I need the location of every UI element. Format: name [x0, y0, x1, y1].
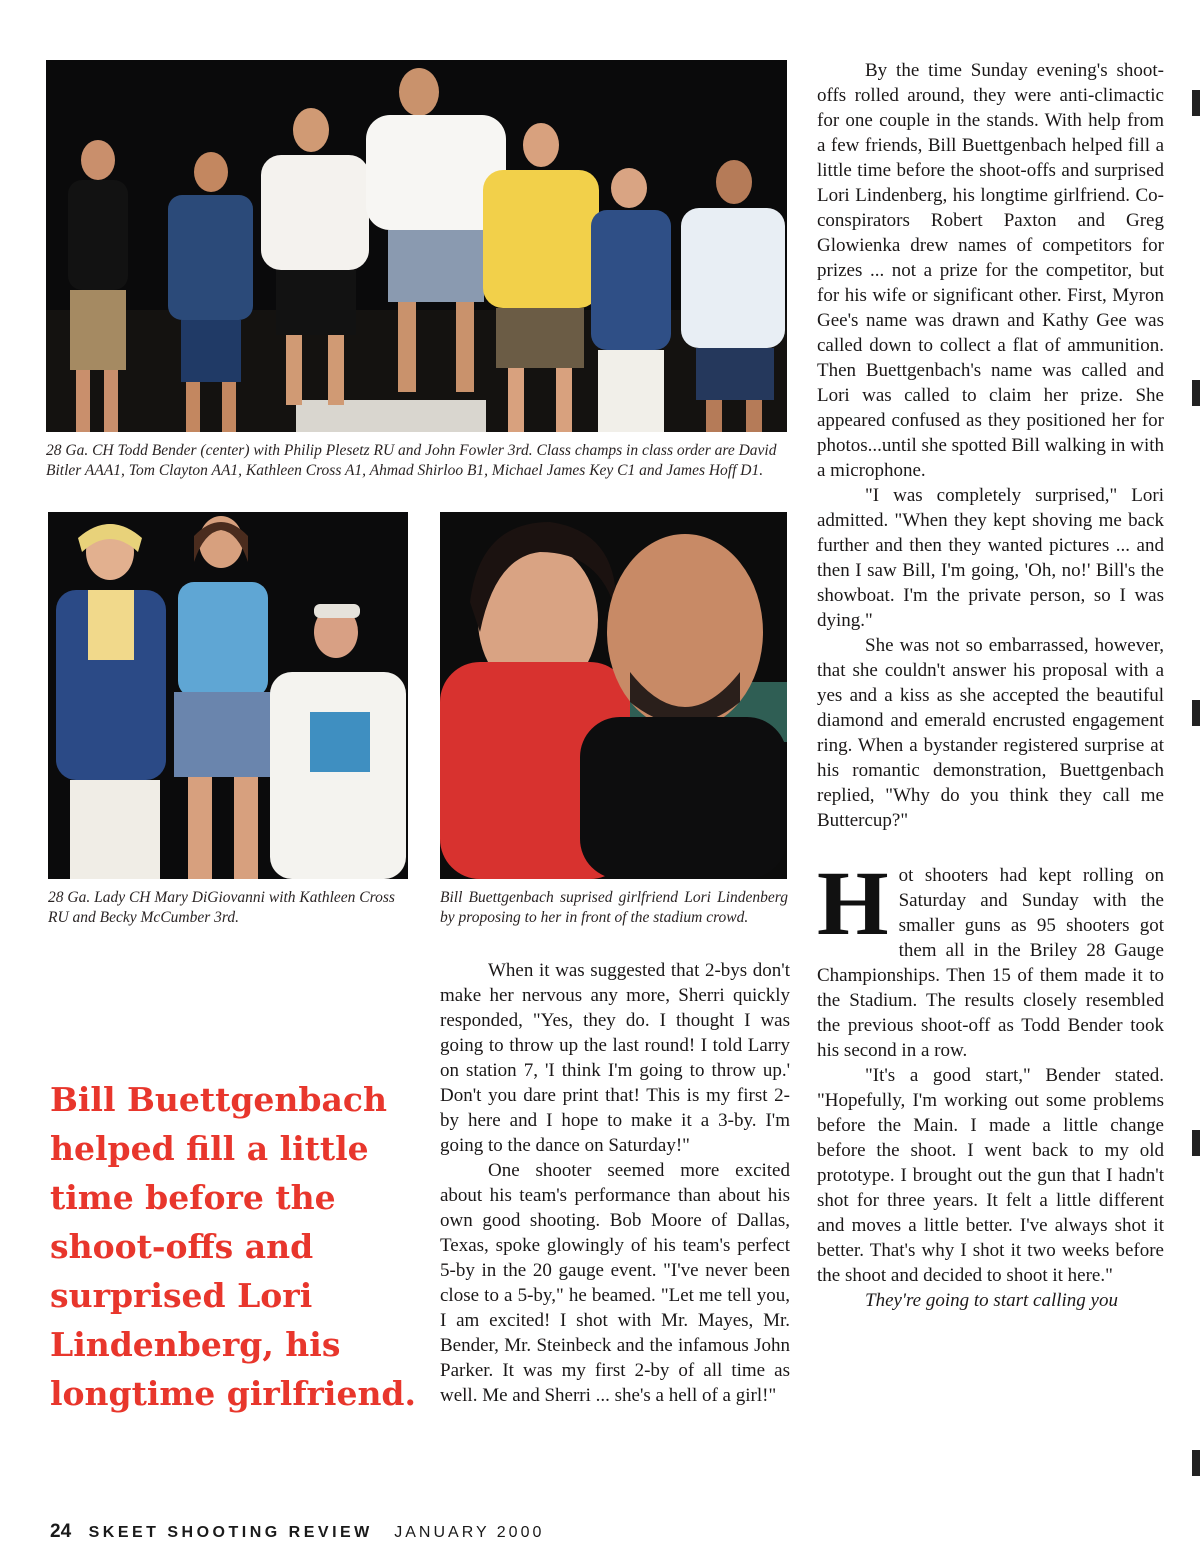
podium-photo	[46, 60, 787, 432]
couple-photo-image	[440, 512, 787, 879]
pull-quote: Bill Buettgenbach helped fill a little time before the shoot-offs and surprised Lori Lindenberg, his longtime girlfriend.	[50, 1080, 416, 1413]
section2-paragraph	[817, 852, 1164, 1063]
edge-mark	[1192, 1450, 1200, 1476]
page-number: 24	[50, 1521, 72, 1542]
podium-photo-caption: 28 Ga. CH Todd Bender (center) with Philip Plesetz RU and John Fowler 3rd. Class champs in class order are David Bitler AAA1, Tom Clayton AA1, Kathleen Cross A1, Ahmad Shirloo B1, Michael James Key C1 and James Hoff D1.	[46, 442, 777, 479]
right-paragraph: By the time Sunday evening's shoot-offs rolled around, they were anti-climactic for one couple in the stands. With help from a few friends, Bill Buettgenbach helped fill a little time before the shoot-offs and surprised Lori Lindenberg, his longtime girlfriend. Co-conspirators Robert Paxton and Greg Glowienka drew names of competitors for prizes ... not a prize for the competitor, but for his wife or significant other. First, Myron Gee's name was drawn and Kathy Gee was called down to collect a flat of ammunition. Then Buettgenbach's name was called and Lori was called to claim her prize. She appeared confused as they positioned her for photos...until she spotted Bill walking in with a microphone.	[817, 60, 1164, 481]
middle-paragraph: When it was suggested that 2-bys don't make her nervous any more, Sherri quickly responded, "Yes, they do. I thought I was going to throw up the last round! I told Larry on station 7, 'I think I'm going to throw up.' Don't you dare print that! This is my first 2-by here and I hope to make it a 3-by. I'm going to the dance on Saturday!"	[440, 960, 790, 1156]
edge-mark	[1192, 1130, 1200, 1156]
middle-paragraph: One shooter seemed more excited about his team's performance than about his own good shooting. Bob Moore of Dallas, Texas, spoke glowingly of his team's perfect 5-by in the 20 gauge event. "I've never been close to a 5-by," he beamed. "Let me tell you, I am excited! I shot with Mr. Mayes, Mr. Bender, Mr. Steinbeck and the infamous John Parker. It was my first 2-by of all time as well. Me and Sherri ... she's a hell of a girl!"	[440, 1160, 790, 1406]
drop-cap: H	[817, 852, 889, 954]
podium-photo-image	[46, 60, 787, 432]
section2-quote-paragraph: "It's a good start," Bender stated. "Hopefully, I'm working out some problems before the Main. I made a little change before the shoot. I went back to my old prototype. I brought out the gun that I hadn't shot for three years. It felt a little different and moves a little better. I've always shot it better. That's why I shot it two weeks before the shoot and decided to shoot it here."	[817, 1065, 1164, 1286]
edge-mark	[1192, 700, 1200, 726]
continuation-line: They're going to start calling you	[865, 1290, 1118, 1311]
edge-mark	[1192, 380, 1200, 406]
page-footer	[50, 1521, 544, 1543]
magazine-title: SKEET SHOOTING REVIEW	[88, 1524, 373, 1541]
ladies-photo-caption: 28 Ga. Lady CH Mary DiGiovanni with Kathleen Cross RU and Becky McCumber 3rd.	[48, 889, 395, 926]
ladies-photo	[48, 512, 408, 879]
section2-first-text: ot shooters had kept rolling on Saturday and Sunday with the smaller guns as 95 shooters got them all in the Briley 28 Gauge Championships. Then 15 of them made it to the Stadium. The results closely resembled the previous shoot-off as Todd Bender took his second in a row.	[817, 865, 1164, 1061]
couple-photo-caption: Bill Buettgenbach suprised girlfriend Lori Lindenberg by proposing to her in front of the stadium crowd.	[440, 889, 788, 926]
middle-column	[440, 958, 790, 1408]
right-column	[817, 58, 1164, 1313]
issue-date: JANUARY 2000	[394, 1524, 545, 1541]
edge-mark	[1192, 90, 1200, 116]
right-paragraph: "I was completely surprised," Lori admitted. "When they kept shoving me back further and then they wanted pictures ... and then I saw Bill, I'm going, 'Oh, no!' Bill's the showboat. I'm the private person, so I was dying."	[817, 485, 1164, 631]
ladies-photo-image	[48, 512, 408, 879]
right-paragraph: She was not so embarrassed, however, that she couldn't answer his proposal with a yes and a kiss as she accepted the beautiful diamond and emerald encrusted engagement ring. When a bystander registered surprise at his romantic demonstration, Buettgenbach replied, "Why do you think they call me Buttercup?"	[817, 635, 1164, 831]
couple-photo	[440, 512, 787, 879]
